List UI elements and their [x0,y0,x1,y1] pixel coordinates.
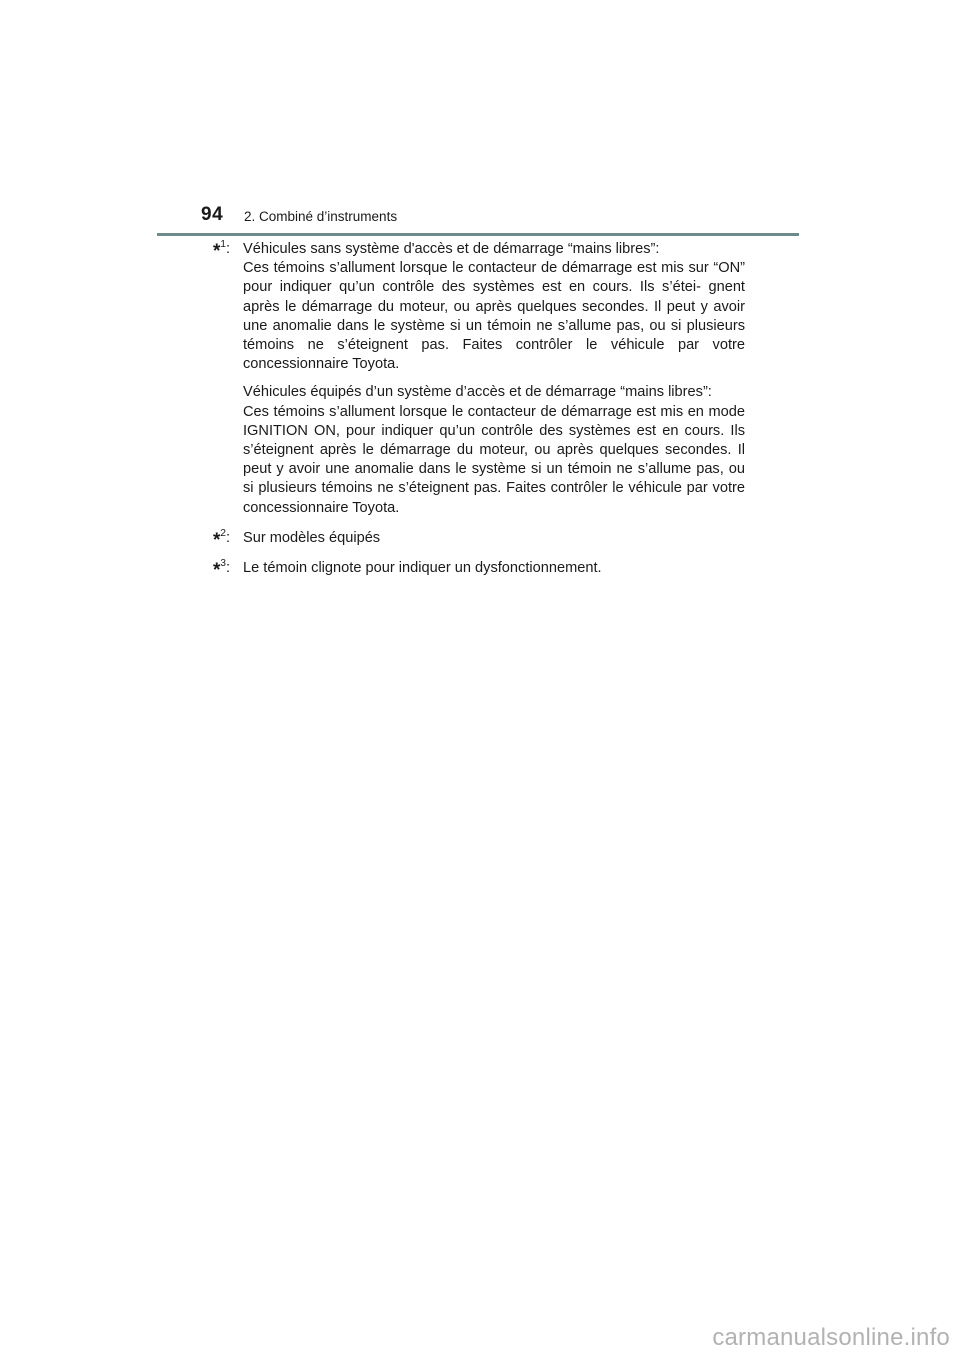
footnote-text: Sur modèles équipés [243,529,381,546]
page-number: 94 [201,204,224,225]
footnote-2 [213,527,745,551]
section-title: 2. Combiné d’instruments [244,209,398,224]
asterisk-icon: * [213,560,221,582]
footnote-1 [213,240,745,518]
footnote-number: 1 [220,239,226,250]
footnote-colon: : [225,529,231,546]
footnote-paragraph [243,240,745,374]
footnote-body [243,529,745,548]
footnote-paragraph [243,383,745,517]
paragraph-title: Véhicules équipés d’un système d’accès et de démarrage “mains libres”: [243,384,712,401]
footnote-3 [213,558,745,582]
asterisk-icon: * [213,241,221,262]
footnote-body [243,559,745,578]
footnote-number: 3 [220,558,226,570]
footnote-colon: : [225,560,231,577]
footnote-marker [213,527,243,551]
footnote-text: Le témoin clignote pour indiquer un dysfonctionnement. [243,560,602,577]
header-rule [157,233,799,236]
asterisk-icon: * [213,529,221,551]
paragraph-title: Véhicules sans système d'accès et de démarrage “mains libres”: [243,241,660,257]
footnote-colon: : [225,241,231,257]
footnotes [213,239,745,582]
footnote-marker [213,558,243,582]
paragraph-text: Ces témoins s’allument lorsque le contacteur de démarrage est mis en mode IGNITION ON, pour indiquer qu’un contrôle des systèmes est en cours. Ils s’éteignent après le démarrage du moteur, ou après quelques secondes. Il peut y avoir une anomalie dans le système si un témoin ne s’allume pas, ou si plusieurs témoins ne s’éteignent pas. Faites contrôler le véhicule par votre concessionnaire Toyota. [243,403,745,516]
footnote-body [243,240,745,518]
paragraph-text: Ces témoins s’allument lorsque le contacteur de démarrage est mis sur “ON” pour indiquer qu’un contrôle des systèmes est en cours. Ils s’étei- gnent après le démarrage du moteur, ou après quelques secondes. Il peut y avoir une anomalie dans le système si un témoin ne s’allume pas, ou si plusieurs témoins ne s’éteignent pas. Faites contrôler le véhicule par votre concessionnaire Toyota. [243,260,745,373]
footnote-marker [213,239,243,262]
watermark: carmanualsonline.info [712,1324,950,1351]
footnote-number: 2 [220,527,226,539]
